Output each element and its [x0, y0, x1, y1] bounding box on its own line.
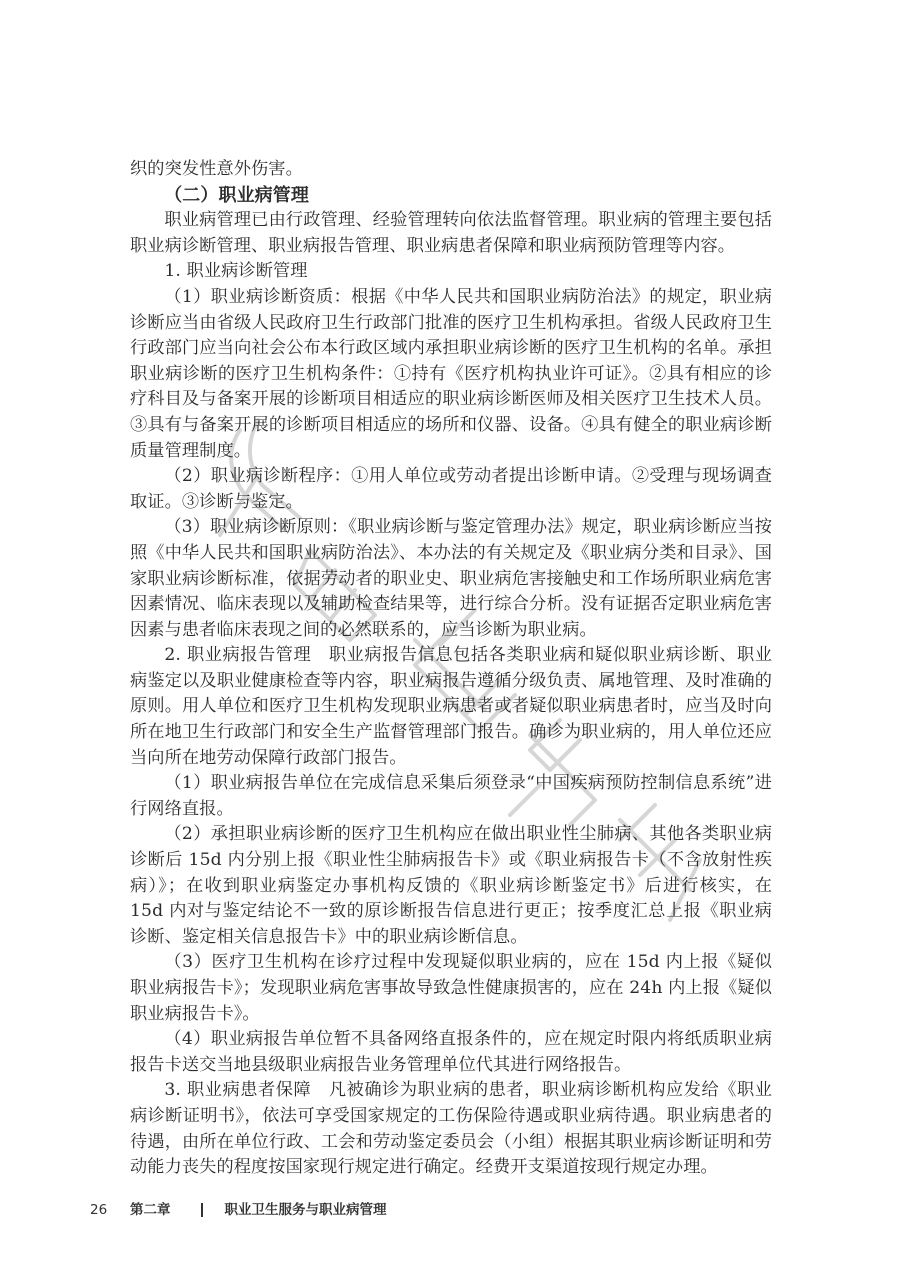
- paragraph-diagnosis-qualification: （1）职业病诊断资质：根据《中华人民共和国职业病防治法》的规定，职业病诊断应当由省级人民政府卫生行政部门批准的医疗卫生机构承担。省级人民政府卫生行政部门应当向社会公布本行政区域内承担职业病诊断的医疗卫生机构的名单。承担职业病诊断的医疗卫生机构条件：①持有《医疗机构执业许可证》。②具有相应的诊疗科目及与备案开展的诊断项目相适应的职业病诊断医师及相关医疗卫生技术人员。③具有与备案开展的诊断项目相适应的场所和仪器、设备。④具有健全的职业病诊断质量管理制度。: [130, 286, 772, 461]
- paragraph-report-management: 2. 职业病报告管理 职业病报告信息包括各类职业病和疑似职业病诊断、职业病鉴定以及职业健康检查等内容，职业病报告遵循分级负责、属地管理、及时准确的原则。用人单位和医疗卫生机构发现职业病患者或者疑似职业病患者时，应当及时向所在地卫生行政部门和安全生产监督管理部门报告。确诊为职业病的，用人单位还应当向所在地劳动保障行政部门报告。: [130, 645, 772, 768]
- paragraph-patient-protection: 3. 职业病患者保障 凡被确诊为职业病的患者，职业病诊断机构应发给《职业病诊断证明书》，依法可享受国家规定的工伤保险待遇或职业病待遇。职业病患者的待遇，由所在单位行政、工会和劳动鉴定委员会（小组）根据其职业病诊断证明和劳动能力丧失的程度按国家现行规定进行确定。经费开支渠道按现行规定办理。: [130, 1080, 772, 1178]
- paragraph-diagnosis-procedure: （2）职业病诊断程序：①用人单位或劳动者提出诊断申请。②受理与现场调查取证。③诊断与鉴定。: [130, 466, 772, 512]
- page-column: [90, 157, 772, 1219]
- chapter-label: 第二章: [130, 1201, 171, 1218]
- paragraph-intro: 职业病管理已由行政管理、经验管理转向依法监督管理。职业病的管理主要包括职业病诊断管理、职业病报告管理、职业病患者保障和职业病预防管理等内容。: [130, 210, 772, 256]
- page-footer: [90, 1181, 772, 1219]
- section-heading: （二）职业病管理: [164, 184, 309, 206]
- paragraph-report-1: （1）职业病报告单位在完成信息采集后须登录“中国疾病预防控制信息系统”进行网络直报。: [130, 773, 772, 819]
- chapter-title: 职业卫生服务与职业病管理: [224, 1201, 387, 1218]
- paragraph-report-4: （4）职业病报告单位暂不具备网络直报条件的，应在规定时限内将纸质职业病报告卡送交当地县级职业病报告业务管理单位代其进行网络报告。: [130, 1029, 772, 1075]
- page-body: [130, 157, 772, 1181]
- paragraph-report-2: （2）承担职业病诊断的医疗卫生机构应在做出职业性尘肺病、其他各类职业病诊断后 15d 内分别上报《职业性尘肺病报告卡》或《职业病报告卡（不含放射性疾病）》；在收到职业病鉴定办事机构反馈的《职业病诊断鉴定书》后进行核实，在 15d 内对与鉴定结论不一致的原诊断报告信息进行更正；按季度汇总上报《职业病诊断、鉴定相关信息报告卡》中的职业病诊断信息。: [130, 824, 772, 947]
- page-number: 26: [90, 1201, 108, 1218]
- paragraph-continuation: 织的突发性意外伤害。: [130, 159, 303, 179]
- paragraph-diagnosis-principle: （3）职业病诊断原则：《职业病诊断与鉴定管理办法》规定，职业病诊断应当按照《中华人民共和国职业病防治法》、本办法的有关规定及《职业病分类和目录》、国家职业病诊断标准，依据劳动者的职业史、职业病危害接触史和工作场所职业病危害因素情况、临床表现以及辅助检查结果等，进行综合分析。没有证据否定职业病危害因素与患者临床表现之间的必然联系的，应当诊断为职业病。: [130, 517, 772, 640]
- paragraph-report-3: （3）医疗卫生机构在诊疗过程中发现疑似职业病的，应在 15d 内上报《疑似职业病报告卡》；发现职业病危害事故导致急性健康损害的，应在 24h 内上报《疑似职业病报告卡》。: [130, 952, 772, 1024]
- subsection-heading-diagnosis: 1. 职业病诊断管理: [164, 261, 308, 282]
- footer-divider: [201, 1203, 203, 1217]
